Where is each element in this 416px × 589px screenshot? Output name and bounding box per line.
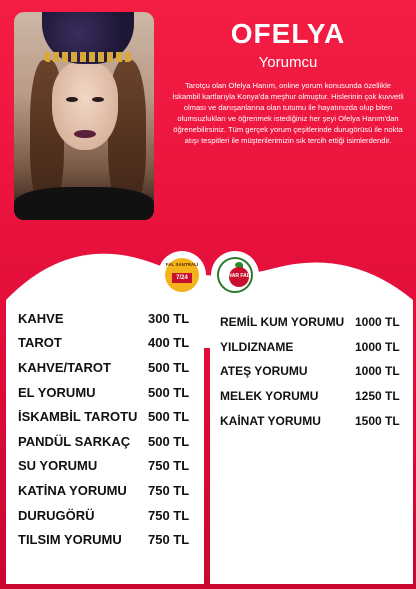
service-name: PANDÜL SARKAÇ (18, 433, 131, 449)
service-name: EL YORUMU (18, 384, 96, 400)
service-name: İSKAMBİL TAROTU (18, 409, 138, 425)
logo-ring (217, 257, 253, 293)
service-price: 750 TL (148, 507, 190, 523)
service-price: 750 TL (148, 532, 190, 548)
service-name: ATEŞ YORUMU (220, 364, 308, 379)
service-name: SU YORUMU (18, 458, 98, 474)
service-price: 1250 TL (355, 389, 400, 404)
pomegranate-logo-icon (213, 253, 257, 297)
price-row (18, 503, 194, 528)
headset-logo-icon (160, 253, 204, 297)
service-name: KAİNAT YORUMU (220, 413, 321, 428)
service-price: 750 TL (148, 458, 190, 474)
service-price: 1500 TL (355, 413, 400, 428)
eye-left (66, 97, 78, 102)
service-name: TAROT (18, 335, 62, 351)
portrait-photo (14, 12, 154, 220)
service-name: TILSIM YORUMU (18, 532, 122, 548)
service-price: 1000 TL (355, 364, 400, 379)
reader-role: Yorumcu (258, 54, 318, 71)
price-row (18, 331, 194, 356)
service-name: REMİL KUM YORUMU (220, 315, 345, 330)
service-price: 1000 TL (355, 315, 400, 330)
price-row (18, 306, 194, 331)
service-price: 500 TL (148, 433, 190, 449)
service-name: KATİNA YORUMU (18, 482, 127, 498)
shoulders (14, 187, 154, 220)
service-name: DURUGÖRÜ (18, 507, 95, 523)
service-price: 500 TL (148, 409, 190, 425)
price-row (220, 335, 405, 360)
reader-bio: Tarotçu olan Ofelya Hanım, online yorum konusunda özellikle İskambil kartlarıyla Konya'da meşhur olmuştur. Hislerinin çok kuvvetli olması ve danışanlarına olan tutumu ile hayatınızda olup biten olumsuzlukları ve öğrenmek istediğiniz her şeyi Ofelya Hanım'dan öğrenebilirsiniz. Tüm gerçek yorum çeşitlerinde durugörüsü ile nokta atışı tespitleri ile müşterilerimizin sık tercih ettiği isimlerdendir. (172, 81, 404, 146)
reader-name: OFELYA (230, 18, 346, 49)
price-row (220, 384, 405, 409)
price-list-left (18, 306, 194, 552)
service-price: 300 TL (148, 310, 190, 326)
eye-right (92, 97, 104, 102)
service-price: 750 TL (148, 482, 190, 498)
price-row (18, 380, 194, 405)
price-row (18, 429, 194, 454)
logo-text: FAL SANTRALİ (165, 262, 199, 267)
service-price: 500 TL (148, 359, 190, 375)
service-name: KAHVE/TAROT (18, 359, 111, 375)
price-list-right (220, 310, 405, 433)
service-name: YILDIZNAME (220, 339, 294, 354)
service-price: 400 TL (148, 335, 190, 351)
price-row (18, 355, 194, 380)
service-name: KAHVE (18, 310, 64, 326)
service-name: MELEK YORUMU (220, 389, 319, 404)
service-price: 500 TL (148, 384, 190, 400)
price-row (220, 408, 405, 433)
price-row (220, 310, 405, 335)
price-row (18, 478, 194, 503)
price-row (18, 527, 194, 552)
price-row (18, 404, 194, 429)
logo-text: NAR FAL (228, 273, 250, 279)
coin-band (44, 52, 132, 62)
service-price: 1000 TL (355, 339, 400, 354)
lips (74, 130, 96, 138)
logo-badge: 7/24 (172, 273, 192, 283)
price-row (18, 454, 194, 479)
price-row (220, 359, 405, 384)
